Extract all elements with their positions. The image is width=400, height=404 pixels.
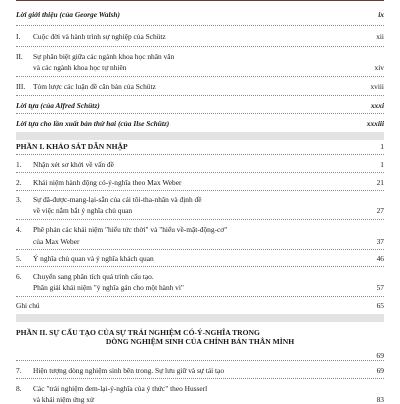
toc-entry-title: Lời giới thiệu (của George Walsh) [16, 10, 120, 19]
toc-entry-number: 3. [16, 195, 22, 204]
toc-entry-page: xii [376, 32, 384, 41]
toc-entry-title: Sự phân biệt giữa các ngành khoa học nhân văn [33, 52, 175, 61]
part-page: 1 [380, 142, 384, 151]
toc-entry-title: Ý nghĩa chủ quan và ý nghĩa khách quan [33, 254, 154, 263]
toc-entry[interactable] [16, 160, 384, 169]
toc-entry[interactable] [16, 195, 384, 204]
dotted-divider [16, 46, 384, 47]
toc-entry-page: xviii [370, 82, 384, 91]
dotted-divider [16, 219, 384, 220]
toc-entry-title: Cuộc đời và hành trình sự nghiệp của Schütz [33, 32, 166, 41]
toc-entry-title: Chuyển sang phân tích quá trình cấu tạo. [33, 272, 154, 281]
dotted-divider [16, 378, 384, 379]
part-title-line2: DÒNG NGHIỆM SINH CỦA CHÍNH BẢN THÂN MÌNH [105, 337, 295, 346]
dotted-divider [16, 25, 384, 26]
toc-entry-page: 83 [376, 395, 384, 404]
dotted-divider [16, 172, 384, 173]
toc-entry[interactable] [16, 254, 384, 263]
toc-entry-title: của Max Weber [33, 237, 80, 246]
toc-entry[interactable] [16, 32, 384, 41]
toc-entry-title: Các "trải nghiệm đem-lại-ý-nghĩa của ý thức" theo Husserl [33, 384, 208, 393]
part-heading-2[interactable] [16, 328, 384, 360]
toc-entry-title: Nhận xét sơ khởi về vấn đề [33, 160, 114, 169]
dotted-divider [16, 95, 384, 96]
toc-entry-number: 4. [16, 225, 22, 234]
part-title-line1: PHẦN II. SỰ CẤU TẠO CỦA SỰ TRẢI NGHIỆM CÓ-Ý-NGHĨA TRONG [16, 328, 260, 337]
toc-entry-page: 37 [376, 237, 384, 246]
toc-entry-number: 5. [16, 254, 22, 263]
toc-entry-number: 1. [16, 160, 22, 169]
toc-entry-page: 46 [376, 254, 384, 263]
toc-entry-title: Phê phán các khái niệm "hiểu tức thời" và "hiểu về-mặt-động-cơ" [33, 225, 228, 234]
toc-entry-title: và khái niệm ứng xử [33, 395, 94, 404]
top-rule [16, 0, 384, 1]
toc-entry-preface-second[interactable] [16, 119, 384, 128]
toc-entry-page: xxxiii [366, 119, 384, 128]
toc-entry[interactable] [16, 225, 384, 234]
toc-entry-continuation[interactable] [16, 283, 384, 292]
toc-entry-number: 2. [16, 178, 22, 187]
part-page: 69 [376, 351, 384, 360]
toc-entry-title: Khái niệm hành động có-ý-nghĩa theo Max Weber [33, 178, 182, 187]
toc-entry-title: Lời tựa cho lần xuất bản thứ hai (của Ilse Schütz) [16, 119, 170, 128]
toc-entry-page: 1 [380, 160, 384, 169]
toc-entry-title: Sự đã-được-mang-lại-sẵn của cái tôi-tha-nhân và định đề [33, 195, 202, 204]
toc-entry-number: II. [16, 52, 23, 61]
toc-entry-number: 6. [16, 272, 22, 281]
toc-entry-number: III. [16, 82, 26, 91]
toc-entry-continuation[interactable] [16, 237, 384, 246]
toc-entry-notes[interactable] [16, 301, 384, 310]
part-title: PHẦN I. KHẢO SÁT DẪN NHẬP [16, 142, 128, 151]
toc-entry-page: 27 [376, 206, 384, 215]
dotted-divider [16, 249, 384, 250]
dotted-divider [16, 76, 384, 77]
toc-entry[interactable] [16, 272, 384, 281]
dotted-divider [16, 190, 384, 191]
part-band [16, 314, 384, 322]
toc-entry-page: xxxi [370, 101, 384, 110]
dotted-divider [16, 113, 384, 114]
toc-entry[interactable] [16, 384, 384, 393]
toc-entry-title: Lời tựa (của Alfred Schütz) [16, 101, 100, 110]
toc-entry-number: I. [16, 32, 21, 41]
toc-entry-title: Tóm lược các luận đề căn bản của Schütz [33, 82, 156, 91]
toc-entry-continuation[interactable] [16, 63, 384, 72]
toc-entry-continuation[interactable] [16, 206, 384, 215]
toc-entry-title: về việc nắm bắt ý nghĩa chủ quan [33, 206, 133, 215]
toc-entry-number: 8. [16, 384, 22, 393]
dotted-divider [16, 266, 384, 267]
toc-entry-page: ix [378, 10, 384, 19]
toc-entry-title: Hiện tượng dòng nghiệm sinh bên trong. Sự lưu giữ và sự tái tạo [33, 366, 225, 375]
toc-entry-number: 7. [16, 366, 22, 375]
toc-entry-introduction[interactable] [16, 10, 384, 19]
toc-entry-page: 65 [376, 301, 384, 310]
toc-entry-title: Phân giải khái niệm "ý nghĩa gán cho một hành vi" [33, 283, 184, 292]
toc-entry[interactable] [16, 178, 384, 187]
toc-entry-page: 69 [376, 366, 384, 375]
toc-entry-page: xiv [374, 63, 384, 72]
toc-entry-page: 21 [376, 178, 384, 187]
toc-entry-title: Ghi chú [16, 301, 40, 310]
part-heading-1[interactable] [16, 142, 384, 151]
toc-entry[interactable] [16, 366, 384, 375]
toc-entry-page: 57 [376, 283, 384, 292]
dotted-divider [16, 360, 384, 361]
toc-entry-title: và các ngành khoa học tự nhiên [33, 63, 127, 72]
dotted-divider [16, 296, 384, 297]
toc-entry[interactable] [16, 52, 384, 61]
dotted-divider [16, 154, 384, 155]
part-band [16, 132, 384, 140]
toc-entry-preface[interactable] [16, 101, 384, 110]
toc-entry[interactable] [16, 82, 384, 91]
